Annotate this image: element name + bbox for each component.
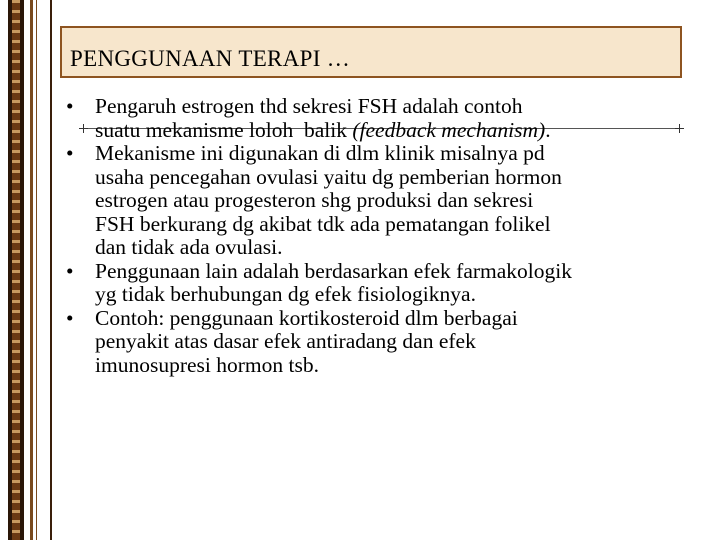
bullet-line: Mekanisme ini digunakan di dlm klinik misalnya pd bbox=[95, 141, 545, 165]
bullet-italic-term: (feedback mechanism) bbox=[352, 117, 546, 142]
bullet-line: Contoh: penggunaan kortikosteroid dlm berbagai bbox=[95, 305, 518, 330]
bullet-text: suatu mekanisme loloh balik bbox=[95, 117, 353, 142]
slide-title: PENGGUNAAN TERAPI … bbox=[70, 46, 351, 71]
bullet-line: yg tidak berhubungan dg efek fisiologiknya. bbox=[95, 282, 476, 306]
bullet-line: penyakit atas dasar efek antiradang dan efek bbox=[95, 329, 476, 353]
bullet-icon: • bbox=[66, 305, 74, 330]
bullet-line bbox=[95, 119, 720, 143]
bullet-list bbox=[60, 95, 720, 377]
bullet-line: Penggunaan lain adalah berdasarkan efek farmakologik bbox=[95, 258, 572, 283]
bullet-icon: • bbox=[66, 141, 74, 165]
bullet-icon: • bbox=[66, 258, 74, 283]
bullet-icon: • bbox=[66, 94, 74, 118]
bullet-line: usaha pencegahan ovulasi yaitu dg pemberian hormon bbox=[95, 164, 562, 189]
decorative-side-bar bbox=[0, 0, 53, 540]
bullet-line: dan tidak ada ovulasi. bbox=[95, 235, 283, 259]
bullet-item bbox=[60, 260, 720, 307]
bullet-tail: . bbox=[545, 117, 551, 142]
bullet-line: imunosupresi hormon tsb. bbox=[95, 352, 319, 377]
bullet-line: FSH berkurang dg akibat tdk ada pematangan folikel bbox=[95, 211, 551, 236]
bullet-line: estrogen atau progesteron shg produksi dan sekresi bbox=[95, 188, 534, 212]
bullet-item bbox=[60, 95, 720, 142]
slide-title-box bbox=[60, 26, 682, 78]
bullet-line: Pengaruh estrogen thd sekresi FSH adalah contoh bbox=[95, 94, 523, 118]
bullet-item bbox=[60, 307, 720, 378]
bullet-item bbox=[60, 142, 720, 260]
